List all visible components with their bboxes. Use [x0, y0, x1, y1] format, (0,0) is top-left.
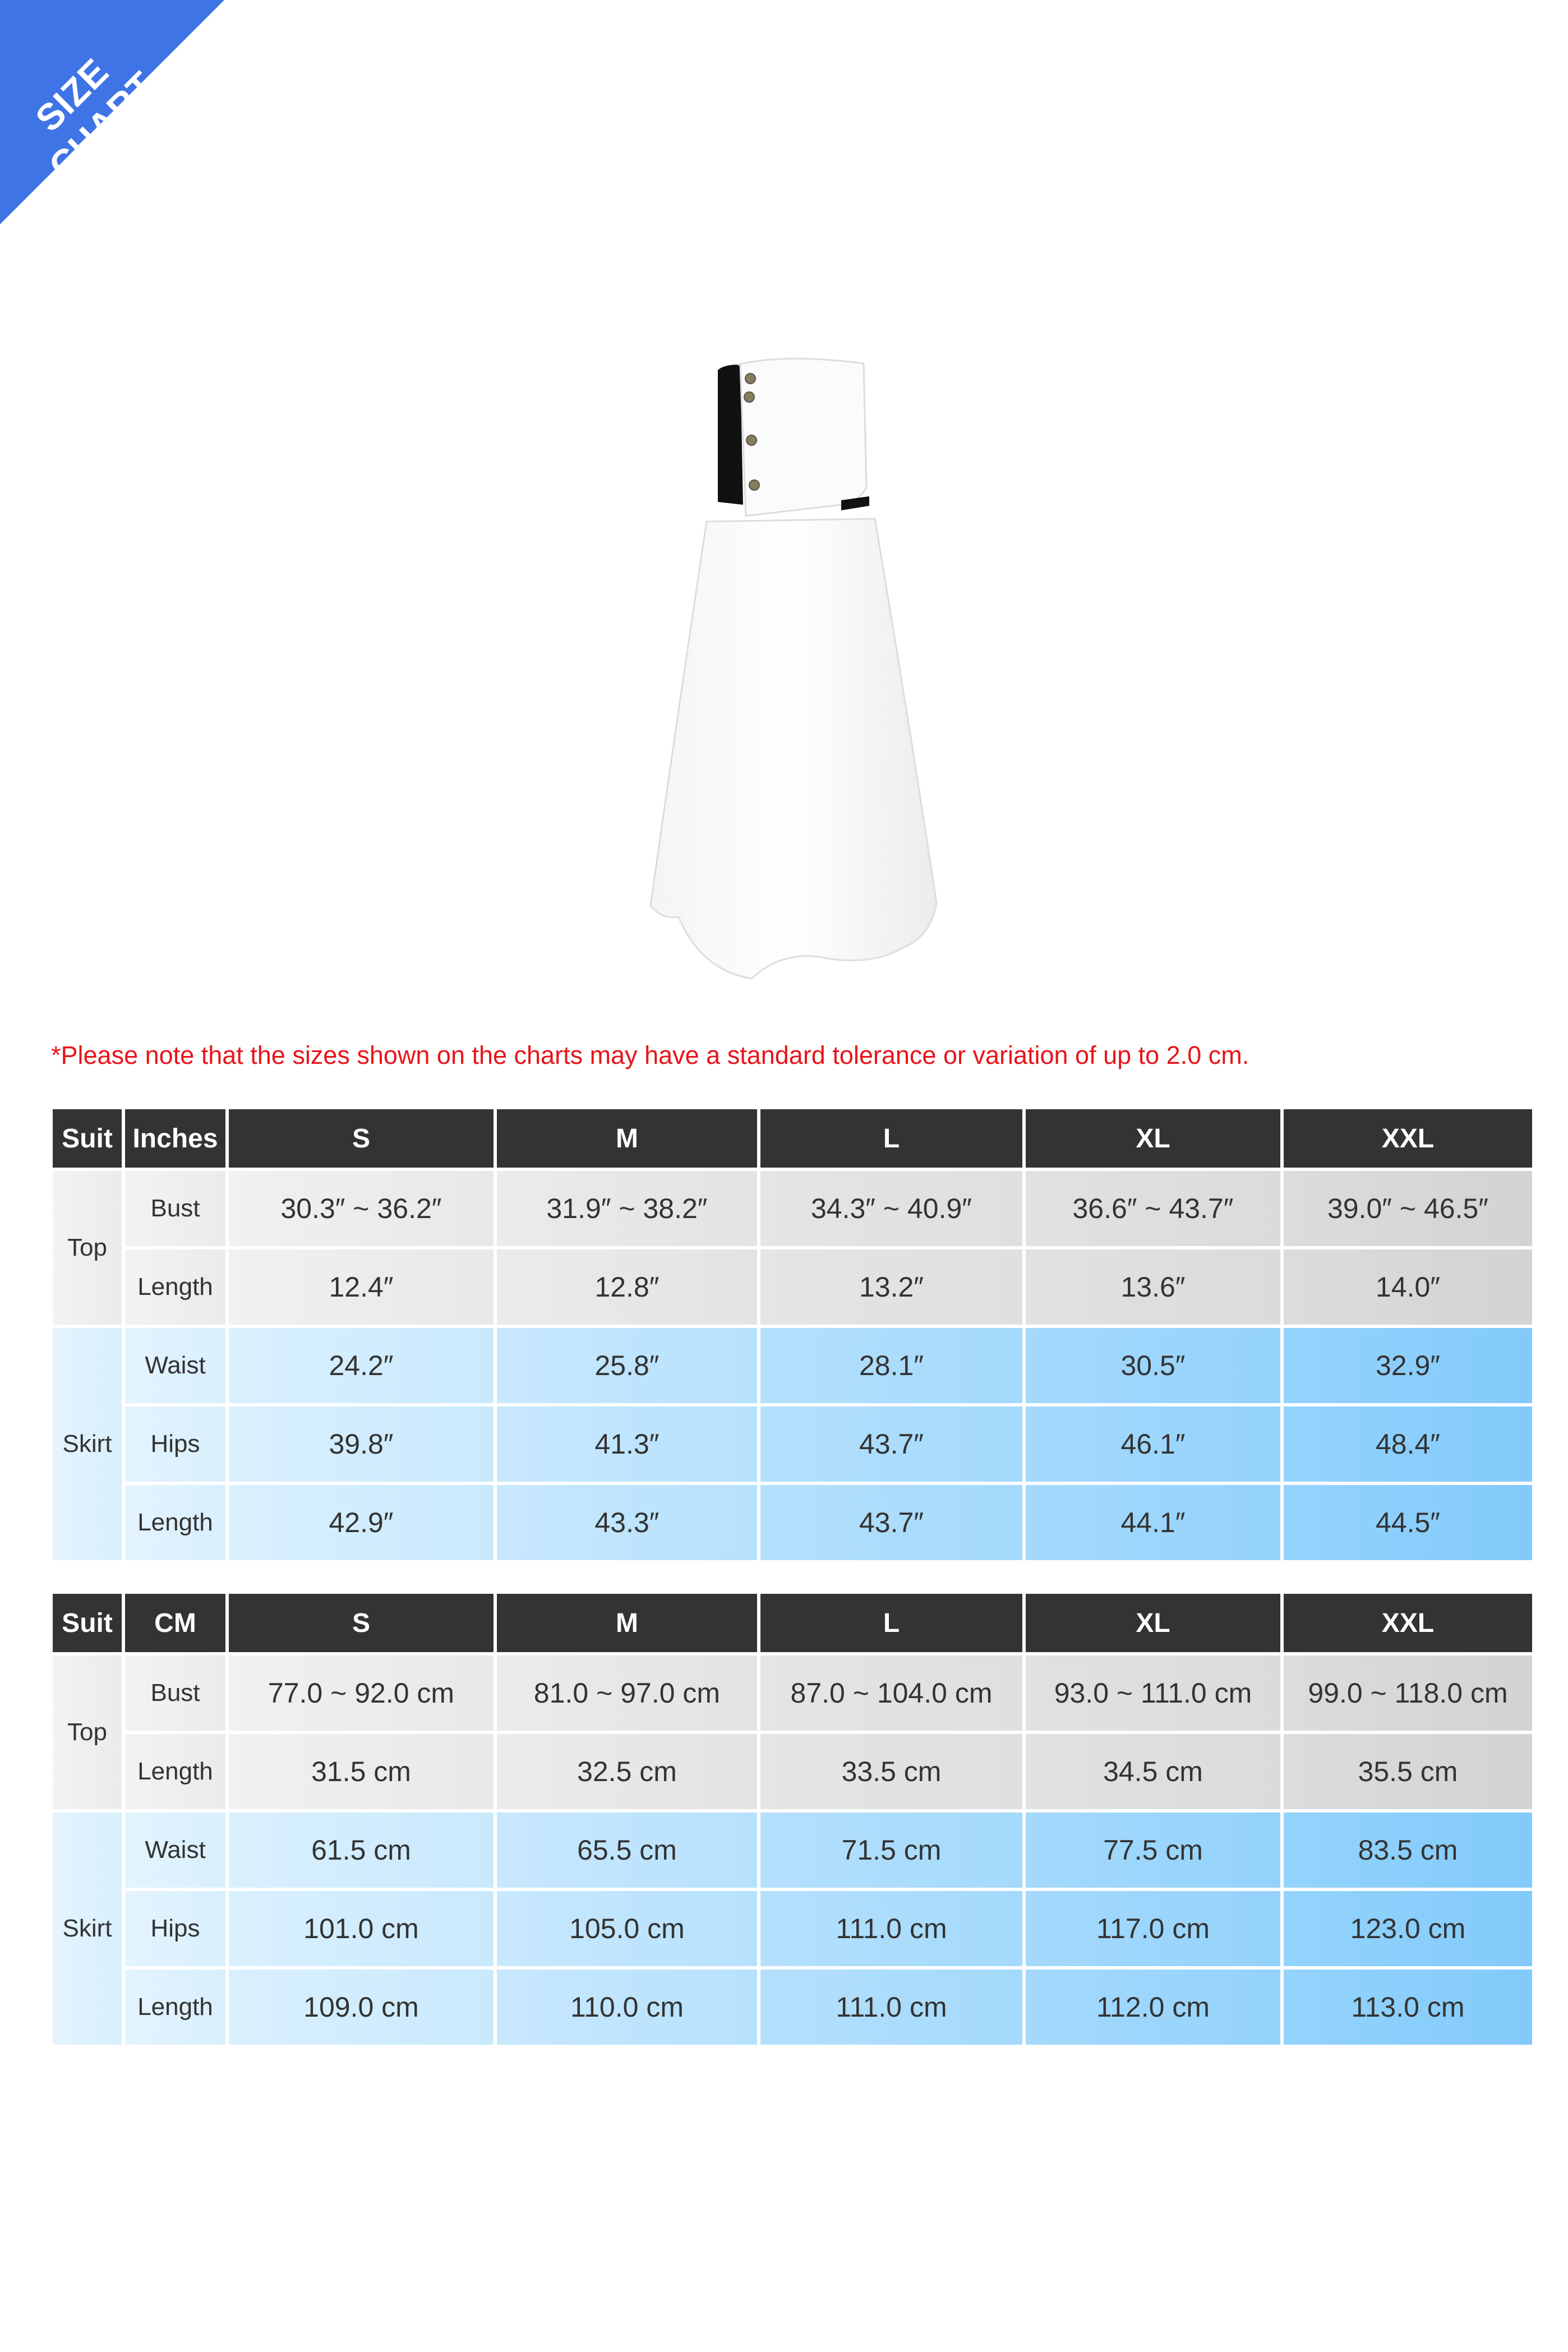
table-row: [53, 1970, 1532, 2045]
measurement-label: Hips: [125, 1891, 225, 1966]
measurement-label: Waist: [125, 1328, 225, 1403]
measurement-value: 13.2″: [760, 1249, 1022, 1325]
measurement-value: 34.3″ ~ 40.9″: [760, 1171, 1022, 1246]
measurement-value: 12.4″: [229, 1249, 494, 1325]
size-table-cm: [49, 1590, 1535, 2048]
measurement-label: Bust: [125, 1655, 225, 1731]
measurement-value: 25.8″: [497, 1328, 757, 1403]
measurement-value: 71.5 cm: [760, 1813, 1022, 1888]
measurement-value: 31.9″ ~ 38.2″: [497, 1171, 757, 1246]
dress-product-image: [639, 353, 942, 987]
table-row: [53, 1249, 1532, 1325]
size-chart-banner: [0, 0, 224, 224]
size-header-l: L: [760, 1594, 1022, 1652]
measurement-value: 81.0 ~ 97.0 cm: [497, 1655, 757, 1731]
measurement-value: 30.5″: [1026, 1328, 1280, 1403]
measurement-value: 113.0 cm: [1284, 1970, 1532, 2045]
measurement-value: 31.5 cm: [229, 1734, 494, 1809]
unit-header: CM: [125, 1594, 225, 1652]
measurement-value: 24.2″: [229, 1328, 494, 1403]
unit-header: Inches: [125, 1109, 225, 1168]
measurement-value: 13.6″: [1026, 1249, 1280, 1325]
size-header-m: M: [497, 1109, 757, 1168]
table-row: [53, 1406, 1532, 1482]
measurement-value: 110.0 cm: [497, 1970, 757, 2045]
measurement-value: 112.0 cm: [1026, 1970, 1280, 2045]
measurement-value: 34.5 cm: [1026, 1734, 1280, 1809]
measurement-value: 99.0 ~ 118.0 cm: [1284, 1655, 1532, 1731]
table-row: [53, 1891, 1532, 1966]
measurement-label: Hips: [125, 1406, 225, 1482]
header-row: [53, 1594, 1532, 1652]
measurement-value: 87.0 ~ 104.0 cm: [760, 1655, 1022, 1731]
measurement-label: Length: [125, 1485, 225, 1560]
measurement-value: 43.3″: [497, 1485, 757, 1560]
measurement-value: 65.5 cm: [497, 1813, 757, 1888]
measurement-value: 39.0″ ~ 46.5″: [1284, 1171, 1532, 1246]
measurement-value: 43.7″: [760, 1485, 1022, 1560]
header-row: [53, 1109, 1532, 1168]
table-row: [53, 1171, 1532, 1246]
measurement-value: 111.0 cm: [760, 1891, 1022, 1966]
measurement-value: 105.0 cm: [497, 1891, 757, 1966]
measurement-value: 123.0 cm: [1284, 1891, 1532, 1966]
measurement-value: 30.3″ ~ 36.2″: [229, 1171, 494, 1246]
measurement-value: 36.6″ ~ 43.7″: [1026, 1171, 1280, 1246]
suit-group-top: Top: [53, 1171, 122, 1325]
table-row: [53, 1813, 1532, 1888]
suit-header: Suit: [53, 1109, 122, 1168]
measurement-value: 111.0 cm: [760, 1970, 1022, 2045]
suit-group-top: Top: [53, 1655, 122, 1809]
size-header-l: L: [760, 1109, 1022, 1168]
measurement-value: 46.1″: [1026, 1406, 1280, 1482]
measurement-value: 61.5 cm: [229, 1813, 494, 1888]
measurement-label: Length: [125, 1734, 225, 1809]
table-row: [53, 1734, 1532, 1809]
measurement-value: 48.4″: [1284, 1406, 1532, 1482]
suit-group-skirt: Skirt: [53, 1328, 122, 1560]
measurement-value: 77.5 cm: [1026, 1813, 1280, 1888]
measurement-value: 43.7″: [760, 1406, 1022, 1482]
measurement-value: 93.0 ~ 111.0 cm: [1026, 1655, 1280, 1731]
table-row: [53, 1485, 1532, 1560]
measurement-label: Bust: [125, 1171, 225, 1246]
measurement-value: 83.5 cm: [1284, 1813, 1532, 1888]
measurement-value: 101.0 cm: [229, 1891, 494, 1966]
tolerance-note: *Please note that the sizes shown on the charts may have a standard tolerance or variation of up to 2.0 cm.: [51, 1041, 1249, 1069]
size-header-xxl: XXL: [1284, 1109, 1532, 1168]
measurement-value: 41.3″: [497, 1406, 757, 1482]
size-header-s: S: [229, 1109, 494, 1168]
size-header-m: M: [497, 1594, 757, 1652]
size-header-xl: XL: [1026, 1109, 1280, 1168]
measurement-value: 109.0 cm: [229, 1970, 494, 2045]
size-header-xl: XL: [1026, 1594, 1280, 1652]
suit-group-skirt: Skirt: [53, 1813, 122, 2045]
suit-header: Suit: [53, 1594, 122, 1652]
measurement-value: 42.9″: [229, 1485, 494, 1560]
measurement-value: 14.0″: [1284, 1249, 1532, 1325]
table-row: [53, 1328, 1532, 1403]
measurement-label: Length: [125, 1249, 225, 1325]
measurement-value: 28.1″: [760, 1328, 1022, 1403]
measurement-value: 33.5 cm: [760, 1734, 1022, 1809]
measurement-value: 35.5 cm: [1284, 1734, 1532, 1809]
measurement-value: 39.8″: [229, 1406, 494, 1482]
measurement-value: 77.0 ~ 92.0 cm: [229, 1655, 494, 1731]
size-header-s: S: [229, 1594, 494, 1652]
table-row: [53, 1655, 1532, 1731]
measurement-value: 117.0 cm: [1026, 1891, 1280, 1966]
measurement-value: 32.5 cm: [497, 1734, 757, 1809]
measurement-value: 12.8″: [497, 1249, 757, 1325]
measurement-value: 44.1″: [1026, 1485, 1280, 1560]
measurement-label: Length: [125, 1970, 225, 2045]
measurement-value: 44.5″: [1284, 1485, 1532, 1560]
size-header-xxl: XXL: [1284, 1594, 1532, 1652]
measurement-value: 32.9″: [1284, 1328, 1532, 1403]
measurement-label: Waist: [125, 1813, 225, 1888]
size-table-inches: [49, 1106, 1535, 1564]
banner-label: SIZE CHART: [27, 50, 164, 187]
